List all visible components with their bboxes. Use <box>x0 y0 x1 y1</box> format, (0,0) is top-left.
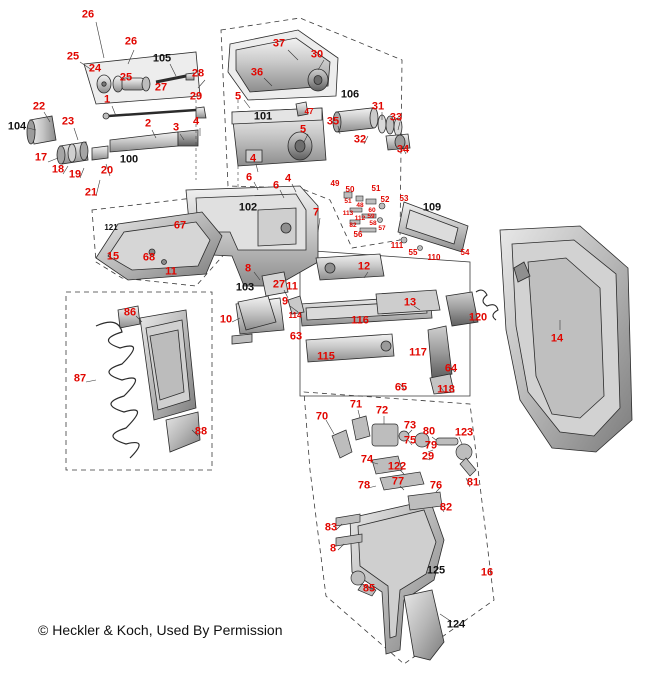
part-callout-19: 19 <box>68 168 82 181</box>
part-callout-4: 4 <box>192 115 200 128</box>
part-callout-59: 59 <box>367 212 375 220</box>
part-callout-101: 101 <box>253 110 273 123</box>
part-callout-123: 123 <box>454 426 474 439</box>
part-callout-35: 35 <box>326 115 340 128</box>
part-callout-77: 77 <box>391 475 405 488</box>
part-callout-112: 112 <box>354 214 366 222</box>
part-callout-70: 70 <box>315 410 329 423</box>
part-callout-80: 80 <box>422 425 436 438</box>
part-callout-3: 3 <box>172 121 180 134</box>
part-callout-7: 7 <box>312 206 320 219</box>
part-callout-6: 6 <box>245 171 253 184</box>
part-callout-33: 33 <box>389 111 403 124</box>
part-callout-49: 49 <box>330 179 340 188</box>
part-callout-83: 83 <box>324 521 338 534</box>
part-callout-18: 18 <box>51 163 65 176</box>
part-callout-58: 58 <box>369 219 377 227</box>
part-callout-63: 63 <box>289 330 303 343</box>
part-callout-78: 78 <box>357 479 371 492</box>
part-callout-47: 47 <box>304 107 314 116</box>
part-callout-75: 75 <box>403 434 417 447</box>
part-callout-57: 57 <box>378 224 386 232</box>
part-callout-72: 72 <box>375 404 389 417</box>
part-callout-21: 21 <box>84 186 98 199</box>
part-callout-11: 11 <box>165 265 177 278</box>
part-callout-26: 26 <box>81 8 95 21</box>
part-callout-5: 5 <box>299 123 307 136</box>
part-callout-17: 17 <box>34 151 48 164</box>
part-callout-16: 16 <box>480 566 494 579</box>
part-callout-28: 28 <box>191 67 205 80</box>
part-callout-13: 13 <box>403 296 417 309</box>
part-callout-106: 106 <box>340 88 360 101</box>
part-callout-25: 25 <box>119 71 133 84</box>
part-callout-121: 121 <box>104 223 118 232</box>
part-callout-27: 27 <box>154 81 168 94</box>
part-callout-85: 85 <box>362 582 376 595</box>
part-callout-11: 11 <box>286 280 298 293</box>
part-callout-51: 51 <box>344 197 352 205</box>
part-callout-76: 76 <box>429 479 443 492</box>
part-callout-110: 110 <box>427 253 441 262</box>
part-callout-27: 27 <box>272 278 286 291</box>
part-callout-29: 29 <box>421 450 435 463</box>
part-callout-125: 125 <box>426 564 446 577</box>
copyright-notice: © Heckler & Koch, Used By Permission <box>38 622 283 638</box>
part-callout-52: 52 <box>380 195 390 204</box>
part-callout-29: 29 <box>189 90 203 103</box>
part-callout-20: 20 <box>100 164 114 177</box>
part-callout-8: 8 <box>329 542 337 555</box>
part-callout-4: 4 <box>284 172 292 185</box>
part-callout-71: 71 <box>349 398 363 411</box>
part-callout-26: 26 <box>124 35 138 48</box>
part-callout-48: 48 <box>356 201 364 209</box>
part-callout-120: 120 <box>468 311 488 324</box>
part-callout-82: 82 <box>439 501 453 514</box>
part-callout-55: 55 <box>408 248 418 257</box>
part-callout-32: 32 <box>353 133 367 146</box>
part-callout-50: 50 <box>345 185 355 194</box>
part-callout-115: 115 <box>317 350 335 363</box>
part-callout-34: 34 <box>396 143 410 156</box>
part-callout-102: 102 <box>238 201 258 214</box>
part-callout-124: 124 <box>446 618 466 631</box>
part-callout-65: 65 <box>394 381 408 394</box>
part-callout-25: 25 <box>66 50 80 63</box>
part-callout-37: 37 <box>272 37 286 50</box>
part-callout-118: 118 <box>437 383 455 396</box>
part-callout-9: 9 <box>281 295 289 308</box>
part-callout-8: 8 <box>244 262 252 275</box>
part-callout-86: 86 <box>123 306 137 319</box>
part-callout-122: 122 <box>387 460 407 473</box>
part-callout-12: 12 <box>357 260 371 273</box>
part-callout-31: 31 <box>371 100 385 113</box>
part-callout-103: 103 <box>235 281 255 294</box>
part-callout-87: 87 <box>73 372 87 385</box>
part-callout-1: 1 <box>103 93 111 106</box>
part-callout-79: 79 <box>424 439 438 452</box>
part-callout-109: 109 <box>422 201 442 214</box>
part-callout-4: 4 <box>249 152 257 165</box>
part-callout-82: 82 <box>349 221 357 229</box>
part-callout-15: 15 <box>106 250 120 263</box>
part-callout-24: 24 <box>88 62 102 75</box>
part-callout-53: 53 <box>399 194 409 203</box>
part-callout-64: 64 <box>444 362 458 375</box>
part-callout-100: 100 <box>119 153 139 166</box>
part-callout-5: 5 <box>234 90 242 103</box>
part-callout-30: 30 <box>310 48 324 61</box>
part-callout-36: 36 <box>250 66 264 79</box>
part-callout-6: 6 <box>272 179 280 192</box>
part-callout-81: 81 <box>466 476 480 489</box>
part-callout-113: 113 <box>342 209 354 217</box>
part-callout-74: 74 <box>360 453 374 466</box>
part-callout-117: 117 <box>409 346 427 359</box>
part-callout-14: 14 <box>550 332 564 345</box>
part-callout-88: 88 <box>194 425 208 438</box>
part-callout-23: 23 <box>61 115 75 128</box>
part-callout-54: 54 <box>460 248 470 257</box>
part-callout-111: 111 <box>390 241 404 250</box>
part-callout-2: 2 <box>144 117 152 130</box>
part-callout-116: 116 <box>351 314 369 327</box>
part-callout-105: 105 <box>152 52 172 65</box>
part-callout-22: 22 <box>32 100 46 113</box>
part-callout-68: 68 <box>142 251 156 264</box>
part-callout-114: 114 <box>288 311 302 320</box>
part-callout-104: 104 <box>7 120 27 133</box>
part-callout-51: 51 <box>371 184 381 193</box>
part-callout-60: 60 <box>368 206 376 214</box>
part-callout-73: 73 <box>403 419 417 432</box>
part-callout-10: 10 <box>219 313 233 326</box>
part-callout-56: 56 <box>353 230 363 239</box>
part-callout-67: 67 <box>173 219 187 232</box>
